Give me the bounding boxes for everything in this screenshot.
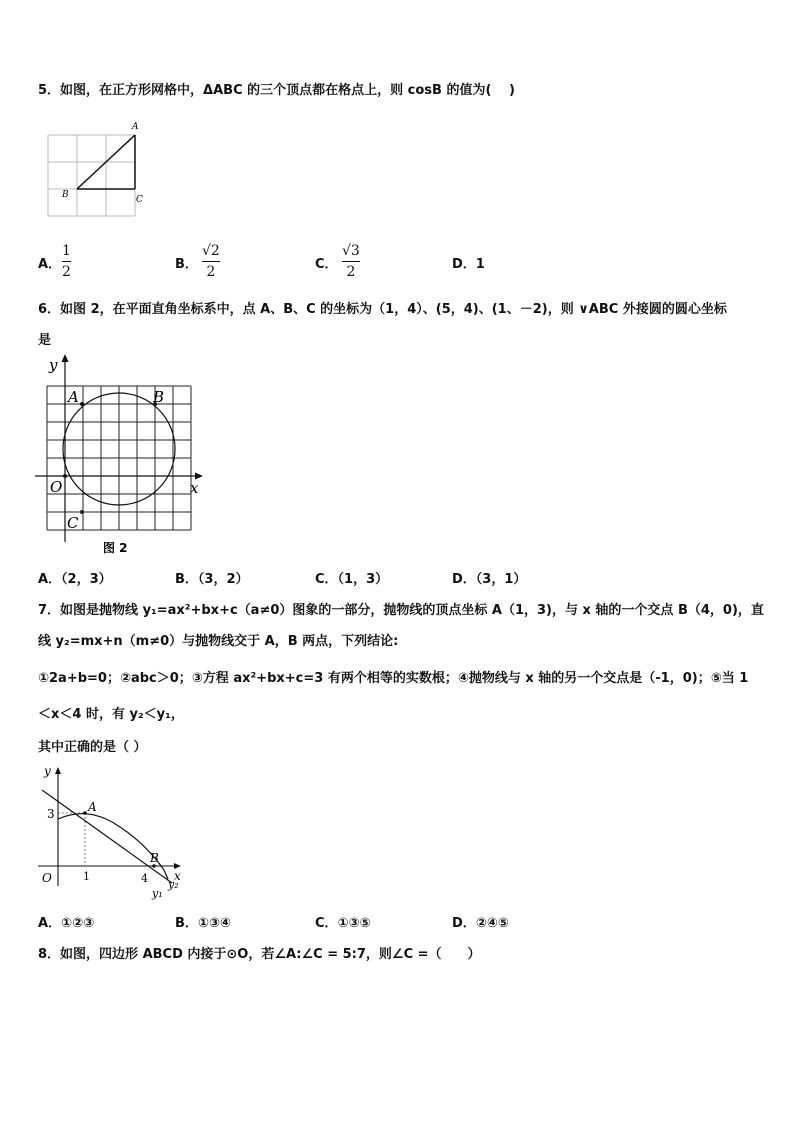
q6-axis-x: x xyxy=(190,479,199,497)
q7-line-3: ①2a+b=0；②abc＞0；③方程 ax²+bx+c=3 有两个相等的实数根；④抛物线与 x 轴的另一个交点是（-1，0)；⑤当 1 xyxy=(38,671,749,686)
q7-option-b: B．①③④ xyxy=(175,916,231,931)
q5-label-b: B xyxy=(62,190,69,200)
q7-line-2: 线 y₂=mx+n（m≠0）与抛物线交于 A，B 两点，下列结论: xyxy=(38,634,399,649)
q6-option-b: B．（3，2） xyxy=(175,572,249,587)
q7-tick-1: 1 xyxy=(83,870,90,883)
q5-label-a: A xyxy=(132,122,139,132)
q5-option-c-fraction xyxy=(342,243,360,280)
q6-axis-y: y xyxy=(49,356,58,374)
q5-option-a-num: 1 xyxy=(62,243,71,259)
q7-label-y1: y₁ xyxy=(152,887,163,900)
q7-tick-4: 4 xyxy=(141,872,148,885)
q6-option-c: C．（1，3） xyxy=(315,572,389,587)
q7-point-a: A xyxy=(88,800,97,814)
q5-option-c-den: 2 xyxy=(346,264,356,280)
q7-point-b: B xyxy=(150,851,159,865)
q7-tick-3: 3 xyxy=(47,807,55,821)
q6-option-a: A．（2，3） xyxy=(38,572,112,587)
q6-point-a: A xyxy=(68,388,79,406)
q5-label-c: C xyxy=(136,195,143,205)
q7-option-d: D．②④⑤ xyxy=(452,916,509,931)
q5-option-b-fraction xyxy=(202,243,220,280)
q8-text: 8．如图，四边形 ABCD 内接于⊙O，若∠A:∠C = 5:7，则∠C =（ ） xyxy=(38,947,481,962)
q6-point-b: B xyxy=(153,388,165,406)
q7-origin-o: O xyxy=(42,871,52,885)
q5-option-d-letter: D． xyxy=(452,257,476,272)
q7-option-c: C．①③⑤ xyxy=(315,916,371,931)
q6-line-1: 6．如图 2，在平面直角坐标系中，点 A、B、C 的坐标为（1，4）、(5，4)、(1、－2)，则 ∨ABC 外接圆的圆心坐标 xyxy=(38,302,727,317)
q5-grid-figure xyxy=(40,118,160,228)
q5-option-c-letter: C． xyxy=(315,257,338,272)
q7-line-5: 其中正确的是（ ） xyxy=(38,740,147,755)
q6-option-d: D．（3，1） xyxy=(452,572,527,587)
q5-option-a-den: 2 xyxy=(62,264,71,280)
q7-label-y2: y₂ xyxy=(168,878,179,891)
q5-option-c-num: √3 xyxy=(342,243,360,259)
q6-point-c: C xyxy=(67,514,79,532)
q5-option-a-letter: A． xyxy=(38,257,62,272)
q6-caption: 图 2 xyxy=(103,541,128,555)
q5-option-b-num: √2 xyxy=(202,243,220,259)
q5-option-d-text: 1 xyxy=(475,257,485,272)
q6-line-2: 是 xyxy=(38,333,52,348)
q5-option-b-letter: B． xyxy=(175,257,198,272)
q6-coordinate-figure xyxy=(35,352,210,557)
q7-line-4: ＜x＜4 时，有 y₂＜y₁， xyxy=(38,707,184,722)
q5-text: 5．如图，在正方形网格中，ΔABC 的三个顶点都在格点上，则 cosB 的值为( ) xyxy=(38,83,515,98)
q7-axis-x: x xyxy=(174,869,181,883)
q7-option-a: A．①②③ xyxy=(38,916,95,931)
q6-origin-o: O xyxy=(50,478,63,496)
q7-line-1: 7．如图是抛物线 y₁=ax²+bx+c（a≠0）图象的一部分，抛物线的顶点坐标 A（1，3)，与 x 轴的一个交点 B（4，0)，直 xyxy=(38,603,764,618)
q7-parabola-figure xyxy=(38,762,188,902)
q5-option-b-den: 2 xyxy=(206,264,216,280)
q5-option-a-fraction xyxy=(62,243,71,280)
q7-axis-y: y xyxy=(44,764,51,778)
q5-option-d xyxy=(452,256,485,274)
